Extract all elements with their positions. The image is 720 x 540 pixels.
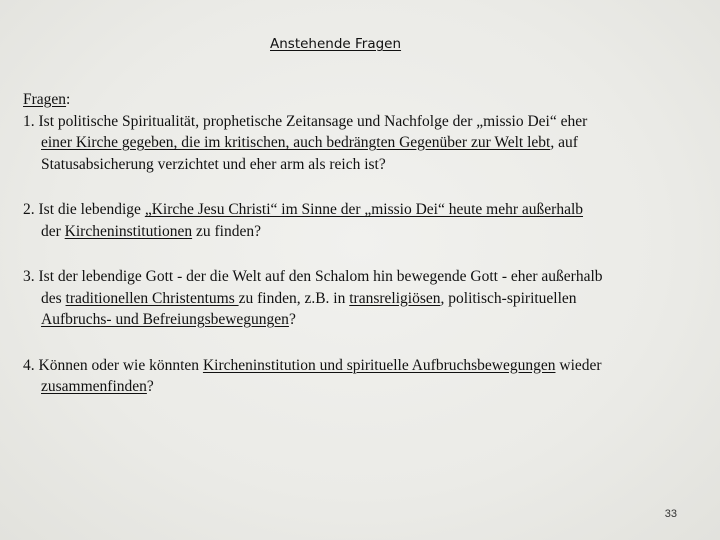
question-4-line-1-tail: wieder xyxy=(555,356,602,374)
question-1-line-3: Statusabsicherung verzichtet und eher arm als reich ist? xyxy=(41,155,386,173)
question-2 xyxy=(23,199,703,242)
question-4-underlined-1: Kircheninstitution und spirituelle Aufbruchsbewegungen xyxy=(202,356,556,374)
question-3-underlined-1: traditionellen Christentums xyxy=(65,289,239,307)
question-1-line-2-tail: , auf xyxy=(550,134,578,151)
question-2-line-2 xyxy=(23,221,703,243)
question-4-line-2-tail: ? xyxy=(146,378,154,395)
question-2-line-2-tail: zu finden? xyxy=(192,222,261,240)
question-4 xyxy=(23,355,703,398)
question-4-underlined-2: zusammenfinden xyxy=(41,378,147,395)
page-number: 33 xyxy=(664,508,677,520)
question-3-line-3 xyxy=(23,309,703,331)
question-2-line-2-head: der xyxy=(41,222,65,240)
slide-title: Anstehende Fragen xyxy=(270,36,402,52)
question-3-line-1: 3. Ist der lebendige Gott - der die Welt auf den Schalom hin bewegende Gott - eher außerhalb xyxy=(23,268,603,285)
question-4-line-1 xyxy=(23,355,703,377)
question-3-line-2-head: des xyxy=(41,289,66,307)
slide-body xyxy=(23,89,703,398)
question-2-underlined-2: Kircheninstitutionen xyxy=(64,222,193,240)
question-2-line-1 xyxy=(23,199,703,221)
question-3 xyxy=(23,266,703,331)
question-4-line-2 xyxy=(23,376,703,398)
question-3-line-2-mid: zu finden, z.B. in xyxy=(238,289,350,307)
question-2-underlined-1: „Kirche Jesu Christi“ im Sinne der „missio Dei“ heute mehr außerhalb xyxy=(144,201,584,218)
question-1-line-2 xyxy=(23,132,703,154)
question-1-underlined: einer Kirche gegeben, die im kritischen, auch bedrängten Gegenüber zur Welt lebt xyxy=(41,134,551,151)
question-1-line-1: 1. Ist politische Spiritualität, prophetische Zeitansage und Nachfolge der „missio Dei“ eher xyxy=(23,112,588,130)
question-3-line-2 xyxy=(23,288,703,310)
intro-line xyxy=(23,89,703,111)
intro-label: Fragen xyxy=(23,91,67,108)
question-3-underlined-3: Aufbruchs- und Befreiungsbewegungen xyxy=(41,311,289,328)
question-3-line-3-tail: ? xyxy=(288,311,296,328)
intro-colon: : xyxy=(66,91,71,108)
question-4-line-1-head: 4. Können oder wie könnten xyxy=(23,356,203,374)
question-3-line-2-tail: , politisch-spirituellen xyxy=(440,289,577,307)
question-3-underlined-2: transreligiösen xyxy=(349,289,441,307)
question-2-line-1-head: 2. Ist die lebendige xyxy=(23,201,145,218)
question-1 xyxy=(23,111,703,176)
